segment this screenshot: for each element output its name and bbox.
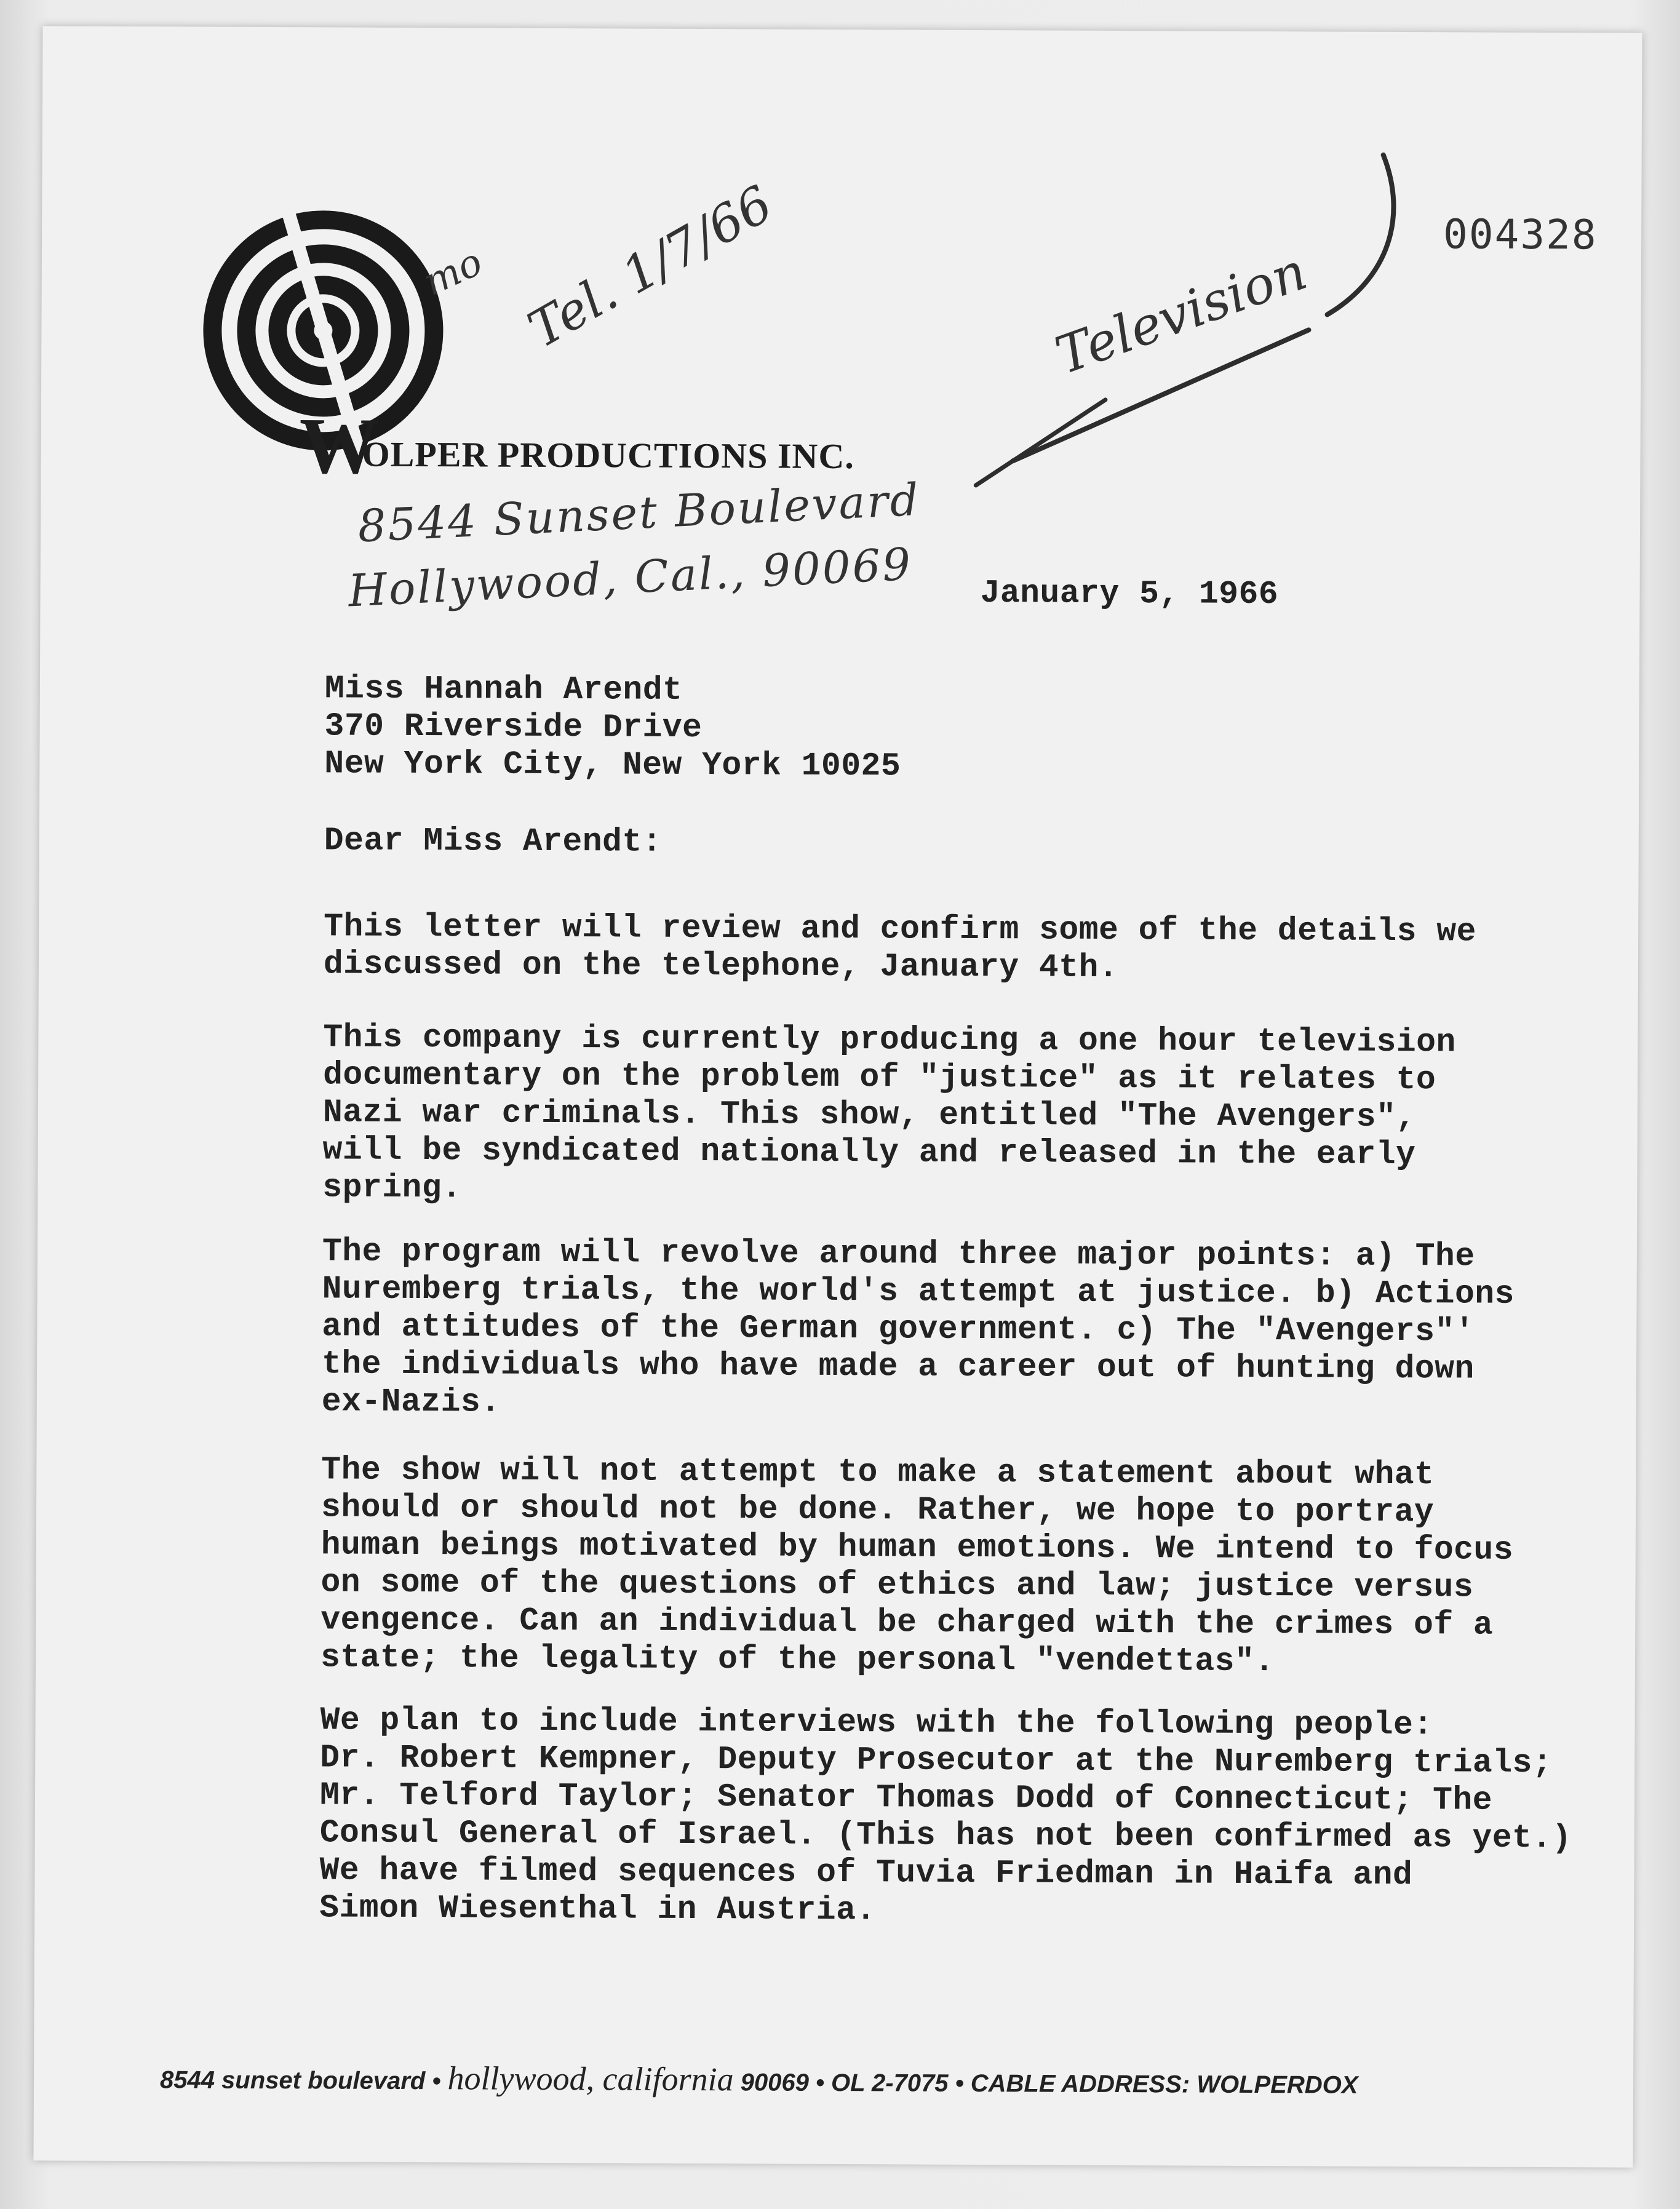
paragraph-line: We have filmed sequences of Tuvia Friedman in Haifa and (319, 1852, 1413, 1894)
handwritten-address-line1: 8544 Sunset Boulevard (356, 473, 922, 552)
paragraph-line: discussed on the telephone, January 4th. (323, 945, 1119, 986)
paragraph-line: This letter will review and confirm some of the details we (324, 908, 1477, 950)
paragraph-line: Mr. Telford Taylor; Senator Thomas Dodd of Connecticut; The (319, 1777, 1493, 1819)
paragraph-line: on some of the questions of ethics and law; justice versus (320, 1564, 1474, 1606)
paragraph-line: Dr. Robert Kempner, Deputy Prosecutor at the Nuremberg trials; (320, 1739, 1553, 1782)
paragraph-line: We plan to include interviews with the following people: (320, 1702, 1433, 1744)
paragraph-line: Nazi war criminals. This show, entitled "The Avengers", (322, 1094, 1416, 1136)
paragraph-line: The program will revolve around three major points: a) The (322, 1233, 1475, 1275)
paragraph-line: Simon Wiesenthal in Austria. (319, 1889, 876, 1929)
recipient-line: New York City, New York 10025 (324, 745, 901, 785)
paragraph-line: The show will not attempt to make a statement about what (321, 1451, 1435, 1494)
paragraph-line: ex-Nazis. (321, 1383, 501, 1421)
paragraph-line: Consul General of Israel. (This has not been confirmed as yet.) (319, 1814, 1572, 1857)
paragraph-1 (324, 908, 1476, 988)
recipient-line: Miss Hannah Arendt (324, 670, 683, 709)
company-initial-text: W (299, 402, 380, 491)
letter-date: January 5, 1966 (980, 575, 1279, 613)
paragraph-line: spring. (322, 1169, 462, 1207)
handwritten-address-line2: Hollywood, Cal., 90069 (347, 538, 914, 617)
company-name: OLPER PRODUCTIONS INC. (362, 434, 854, 477)
paragraph-line: This company is currently producing a one hour television (323, 1019, 1456, 1061)
footer-separator: • (425, 2068, 448, 2095)
salutation: Dear Miss Arendt: (324, 822, 663, 861)
handwritten-tel-date: Tel. 1/7/66 (519, 174, 782, 360)
paragraph-3 (322, 1233, 1515, 1425)
handwritten-initials: mo (416, 239, 489, 305)
paragraph-line: will be syndicated nationally and released in the early (322, 1131, 1416, 1174)
paragraph-4 (320, 1451, 1514, 1681)
paragraph-line: vengence. Can an individual be charged with the crimes of a (320, 1601, 1494, 1644)
recipient-block (324, 670, 901, 785)
letterhead-footer (160, 2058, 1358, 2101)
file-number-stamp: 004328 (1443, 210, 1598, 259)
paragraph-line: and attitudes of the German government. c) The "Avengers"' (322, 1308, 1475, 1350)
letter-sheet (33, 26, 1642, 2167)
paragraph-line: the individuals who have made a career out of hunting down (321, 1345, 1475, 1388)
company-initial-letter (299, 402, 380, 491)
paragraph-line: documentary on the problem of "justice" as it relates to (323, 1056, 1436, 1099)
paragraph-5 (319, 1702, 1572, 1932)
footer-street: 8544 sunset boulevard (159, 2066, 426, 2095)
footer-city: hollywood, california (447, 2060, 734, 2098)
paragraph-line: Nuremberg trials, the world's attempt at justice. b) Actions (322, 1270, 1515, 1313)
handwritten-category: Television (1048, 241, 1315, 386)
paragraph-line: state; the legality of the personal "vendettas". (320, 1639, 1275, 1681)
paragraph-2 (322, 1019, 1456, 1211)
paragraph-line: human beings motivated by human emotions. We intend to focus (320, 1526, 1514, 1569)
footer-zip-phone-cable: 90069 • OL 2-7075 • CABLE ADDRESS: WOLPERDOX (733, 2069, 1358, 2099)
paragraph-line: should or should not be done. Rather, we hope to portray (320, 1489, 1435, 1531)
recipient-line: 370 Riverside Drive (324, 707, 703, 747)
handwritten-strokes (963, 141, 1457, 487)
